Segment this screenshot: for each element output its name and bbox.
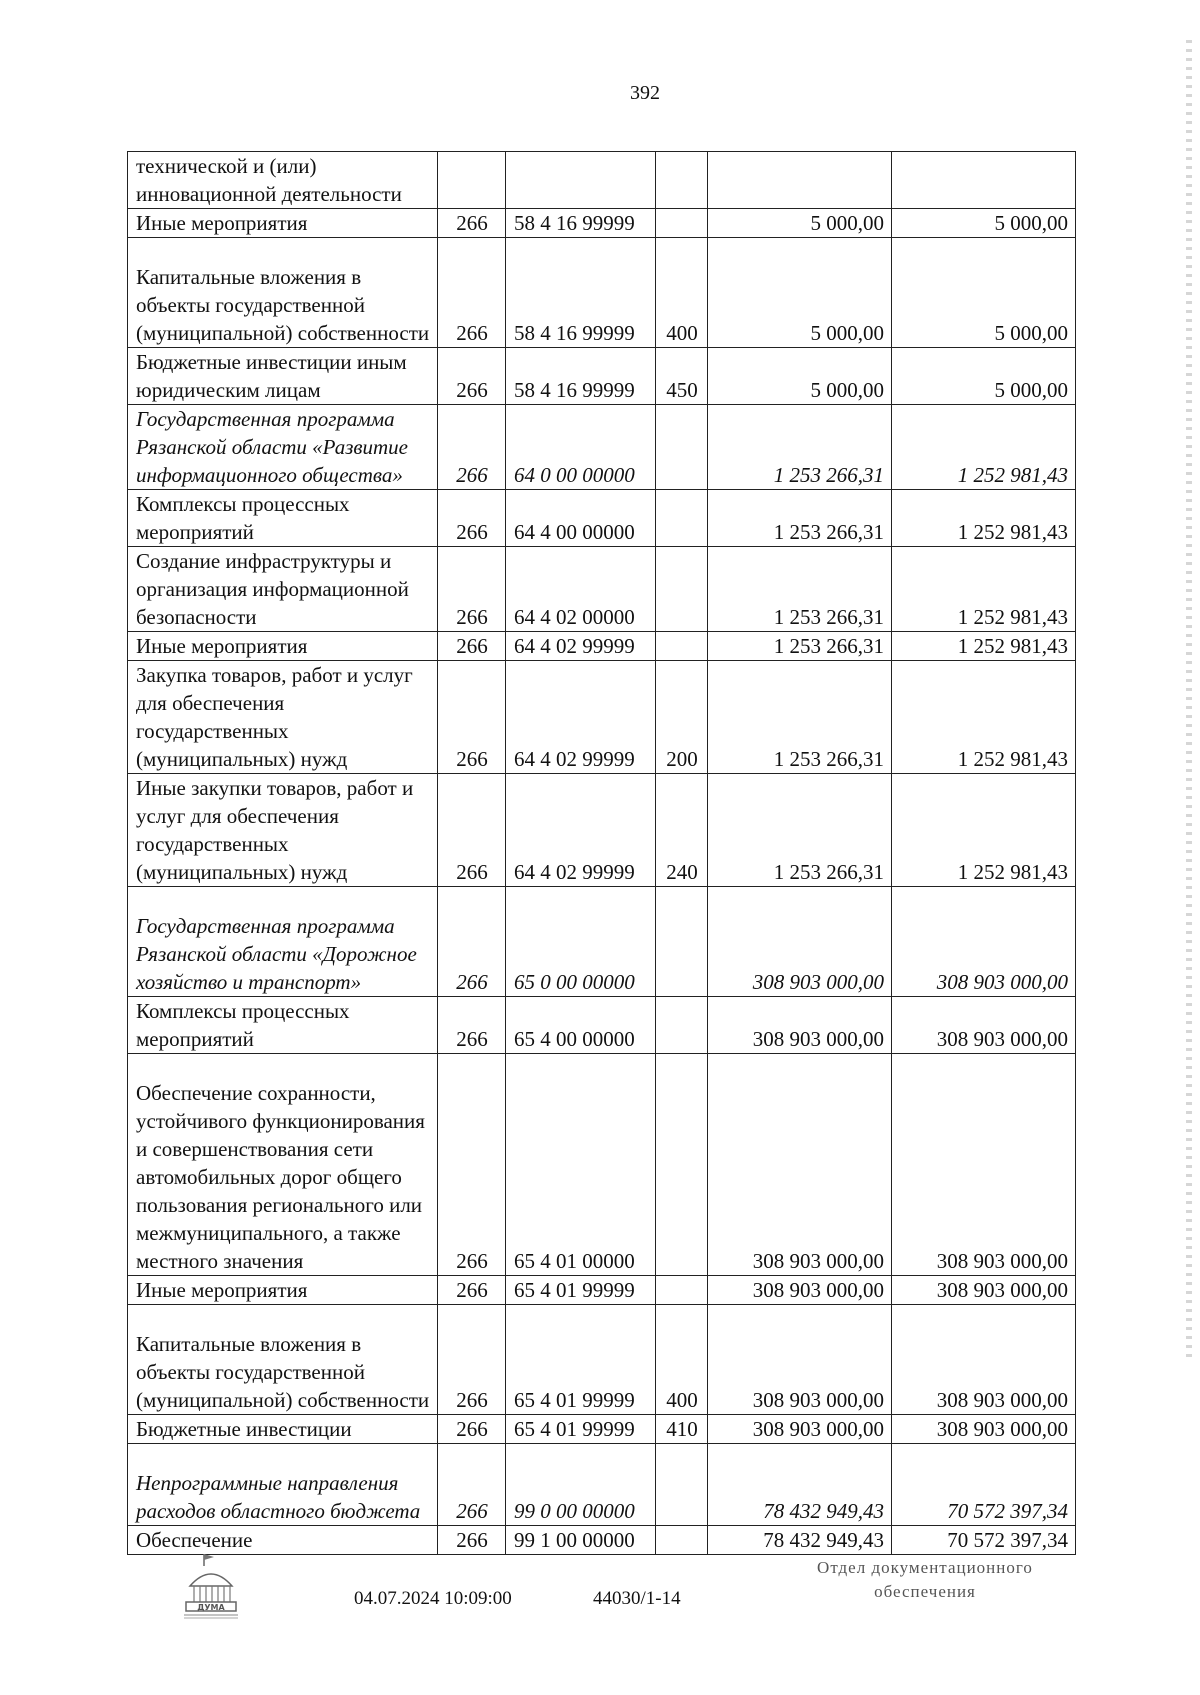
table-row [128, 887, 1076, 997]
cell-name: Государственная программа Рязанской области «Развитие информационного общества» [128, 405, 438, 490]
cell-name: Государственная программа Рязанской области «Дорожное хозяйство и транспорт» [128, 887, 438, 997]
cell-name: Капитальные вложения в объекты государственной (муниципальной) собственности [128, 1305, 438, 1415]
table-row [128, 1305, 1076, 1415]
cell-name: Иные закупки товаров, работ и услуг для обеспечения государственных (муниципальных) нужд [128, 774, 438, 887]
cell-code: 266 [438, 348, 506, 405]
cell-sum-1: 5 000,00 [708, 209, 892, 238]
cell-target: 65 4 01 99999 [506, 1415, 656, 1444]
cell-target: 65 4 01 99999 [506, 1276, 656, 1305]
cell-code: 266 [438, 405, 506, 490]
cell-sum-2: 70 572 397,34 [892, 1526, 1076, 1555]
cell-sum-2: 1 252 981,43 [892, 405, 1076, 490]
cell-type [656, 887, 708, 997]
cell-sum-1: 1 253 266,31 [708, 774, 892, 887]
cell-code: 266 [438, 1444, 506, 1526]
table-row [128, 547, 1076, 632]
cell-code: 266 [438, 997, 506, 1054]
cell-name: Бюджетные инвестиции [128, 1415, 438, 1444]
cell-type [656, 1054, 708, 1276]
cell-name: Закупка товаров, работ и услуг для обеспечения государственных (муниципальных) нужд [128, 661, 438, 774]
cell-type [656, 1526, 708, 1555]
cell-sum-1: 5 000,00 [708, 348, 892, 405]
cell-sum-2 [892, 152, 1076, 209]
cell-code: 266 [438, 887, 506, 997]
table-row [128, 209, 1076, 238]
table-row [128, 1415, 1076, 1444]
page-number: 392 [630, 82, 660, 104]
table-row [128, 490, 1076, 547]
cell-sum-1: 308 903 000,00 [708, 1276, 892, 1305]
cell-code: 266 [438, 1305, 506, 1415]
cell-target: 64 4 02 99999 [506, 774, 656, 887]
cell-sum-1 [708, 152, 892, 209]
cell-sum-2: 308 903 000,00 [892, 1415, 1076, 1444]
table-row [128, 238, 1076, 348]
stamp-line-2: обеспечения [874, 1582, 976, 1601]
table-row [128, 632, 1076, 661]
cell-name: Непрограммные направления расходов областного бюджета [128, 1444, 438, 1526]
cell-target: 65 0 00 00000 [506, 887, 656, 997]
table-row [128, 1526, 1076, 1555]
table-row [128, 997, 1076, 1054]
cell-type [656, 1276, 708, 1305]
cell-sum-2: 1 252 981,43 [892, 774, 1076, 887]
cell-sum-1: 5 000,00 [708, 238, 892, 348]
cell-code: 266 [438, 661, 506, 774]
cell-target: 99 0 00 00000 [506, 1444, 656, 1526]
table-row [128, 405, 1076, 490]
cell-sum-1: 1 253 266,31 [708, 490, 892, 547]
cell-sum-1: 308 903 000,00 [708, 1415, 892, 1444]
cell-sum-1: 78 432 949,43 [708, 1444, 892, 1526]
cell-sum-1: 1 253 266,31 [708, 405, 892, 490]
table-row [128, 661, 1076, 774]
table-row [128, 1276, 1076, 1305]
cell-code: 266 [438, 1054, 506, 1276]
stamp-line-1: Отдел документационного [817, 1558, 1033, 1577]
department-stamp [770, 1556, 1080, 1604]
cell-code: 266 [438, 1276, 506, 1305]
cell-sum-2: 5 000,00 [892, 348, 1076, 405]
cell-target: 65 4 01 00000 [506, 1054, 656, 1276]
cell-code [438, 152, 506, 209]
table-row [128, 1054, 1076, 1276]
cell-target: 58 4 16 99999 [506, 348, 656, 405]
logo-text: ДУМА [197, 1603, 225, 1612]
cell-type [656, 490, 708, 547]
cell-target: 65 4 01 99999 [506, 1305, 656, 1415]
cell-sum-2: 1 252 981,43 [892, 661, 1076, 774]
cell-code: 266 [438, 209, 506, 238]
cell-target: 64 4 02 00000 [506, 547, 656, 632]
table-body [128, 152, 1076, 1555]
scan-edge-artifact [1186, 40, 1192, 1360]
cell-sum-1: 308 903 000,00 [708, 1054, 892, 1276]
budget-table [127, 151, 1076, 1555]
cell-name: Комплексы процессных мероприятий [128, 997, 438, 1054]
table-row [128, 774, 1076, 887]
cell-name: Иные мероприятия [128, 632, 438, 661]
cell-sum-2: 1 252 981,43 [892, 490, 1076, 547]
cell-target: 58 4 16 99999 [506, 209, 656, 238]
cell-type [656, 1444, 708, 1526]
cell-target: 58 4 16 99999 [506, 238, 656, 348]
cell-sum-1: 1 253 266,31 [708, 632, 892, 661]
cell-type [656, 209, 708, 238]
cell-code: 266 [438, 1526, 506, 1555]
cell-code: 266 [438, 774, 506, 887]
cell-type: 410 [656, 1415, 708, 1444]
cell-target: 64 4 02 99999 [506, 661, 656, 774]
cell-code: 266 [438, 490, 506, 547]
cell-name: Капитальные вложения в объекты государственной (муниципальной) собственности [128, 238, 438, 348]
cell-code: 266 [438, 238, 506, 348]
cell-sum-1: 1 253 266,31 [708, 547, 892, 632]
cell-code: 266 [438, 632, 506, 661]
cell-sum-2: 308 903 000,00 [892, 997, 1076, 1054]
cell-target: 65 4 00 00000 [506, 997, 656, 1054]
cell-type [656, 152, 708, 209]
table-row [128, 1444, 1076, 1526]
cell-sum-1: 308 903 000,00 [708, 887, 892, 997]
duma-logo-icon [182, 1552, 240, 1620]
cell-sum-2: 1 252 981,43 [892, 547, 1076, 632]
cell-name: Обеспечение сохранности, устойчивого функционирования и совершенствования сети автомобильных дорог общего пользования регионального или межмуниципального, а также местного значения [128, 1054, 438, 1276]
cell-sum-2: 5 000,00 [892, 238, 1076, 348]
cell-name: Иные мероприятия [128, 1276, 438, 1305]
cell-type: 450 [656, 348, 708, 405]
cell-sum-1: 1 253 266,31 [708, 661, 892, 774]
cell-target: 64 4 02 99999 [506, 632, 656, 661]
cell-name: Обеспечение [128, 1526, 438, 1555]
footer-datetime: 04.07.2024 10:09:00 [354, 1588, 512, 1609]
cell-code: 266 [438, 1415, 506, 1444]
cell-type: 400 [656, 238, 708, 348]
cell-type [656, 405, 708, 490]
cell-sum-2: 5 000,00 [892, 209, 1076, 238]
cell-sum-2: 308 903 000,00 [892, 1305, 1076, 1415]
cell-sum-1: 308 903 000,00 [708, 1305, 892, 1415]
cell-target: 64 0 00 00000 [506, 405, 656, 490]
cell-code: 266 [438, 547, 506, 632]
table-row [128, 348, 1076, 405]
cell-name: Иные мероприятия [128, 209, 438, 238]
cell-sum-2: 70 572 397,34 [892, 1444, 1076, 1526]
cell-name: Бюджетные инвестиции иным юридическим лицам [128, 348, 438, 405]
cell-type [656, 632, 708, 661]
cell-target: 99 1 00 00000 [506, 1526, 656, 1555]
table-row [128, 152, 1076, 209]
cell-sum-2: 308 903 000,00 [892, 1054, 1076, 1276]
cell-sum-2: 308 903 000,00 [892, 1276, 1076, 1305]
cell-type: 200 [656, 661, 708, 774]
cell-sum-2: 1 252 981,43 [892, 632, 1076, 661]
cell-target: 64 4 00 00000 [506, 490, 656, 547]
cell-name: Комплексы процессных мероприятий [128, 490, 438, 547]
cell-type [656, 997, 708, 1054]
cell-sum-1: 308 903 000,00 [708, 997, 892, 1054]
cell-type: 240 [656, 774, 708, 887]
cell-type: 400 [656, 1305, 708, 1415]
cell-name: технической и (или) инновационной деятельности [128, 152, 438, 209]
cell-name: Создание инфраструктуры и организация информационной безопасности [128, 547, 438, 632]
cell-sum-1: 78 432 949,43 [708, 1526, 892, 1555]
cell-target [506, 152, 656, 209]
footer-doc-number: 44030/1-14 [593, 1588, 681, 1609]
cell-type [656, 547, 708, 632]
cell-sum-2: 308 903 000,00 [892, 887, 1076, 997]
